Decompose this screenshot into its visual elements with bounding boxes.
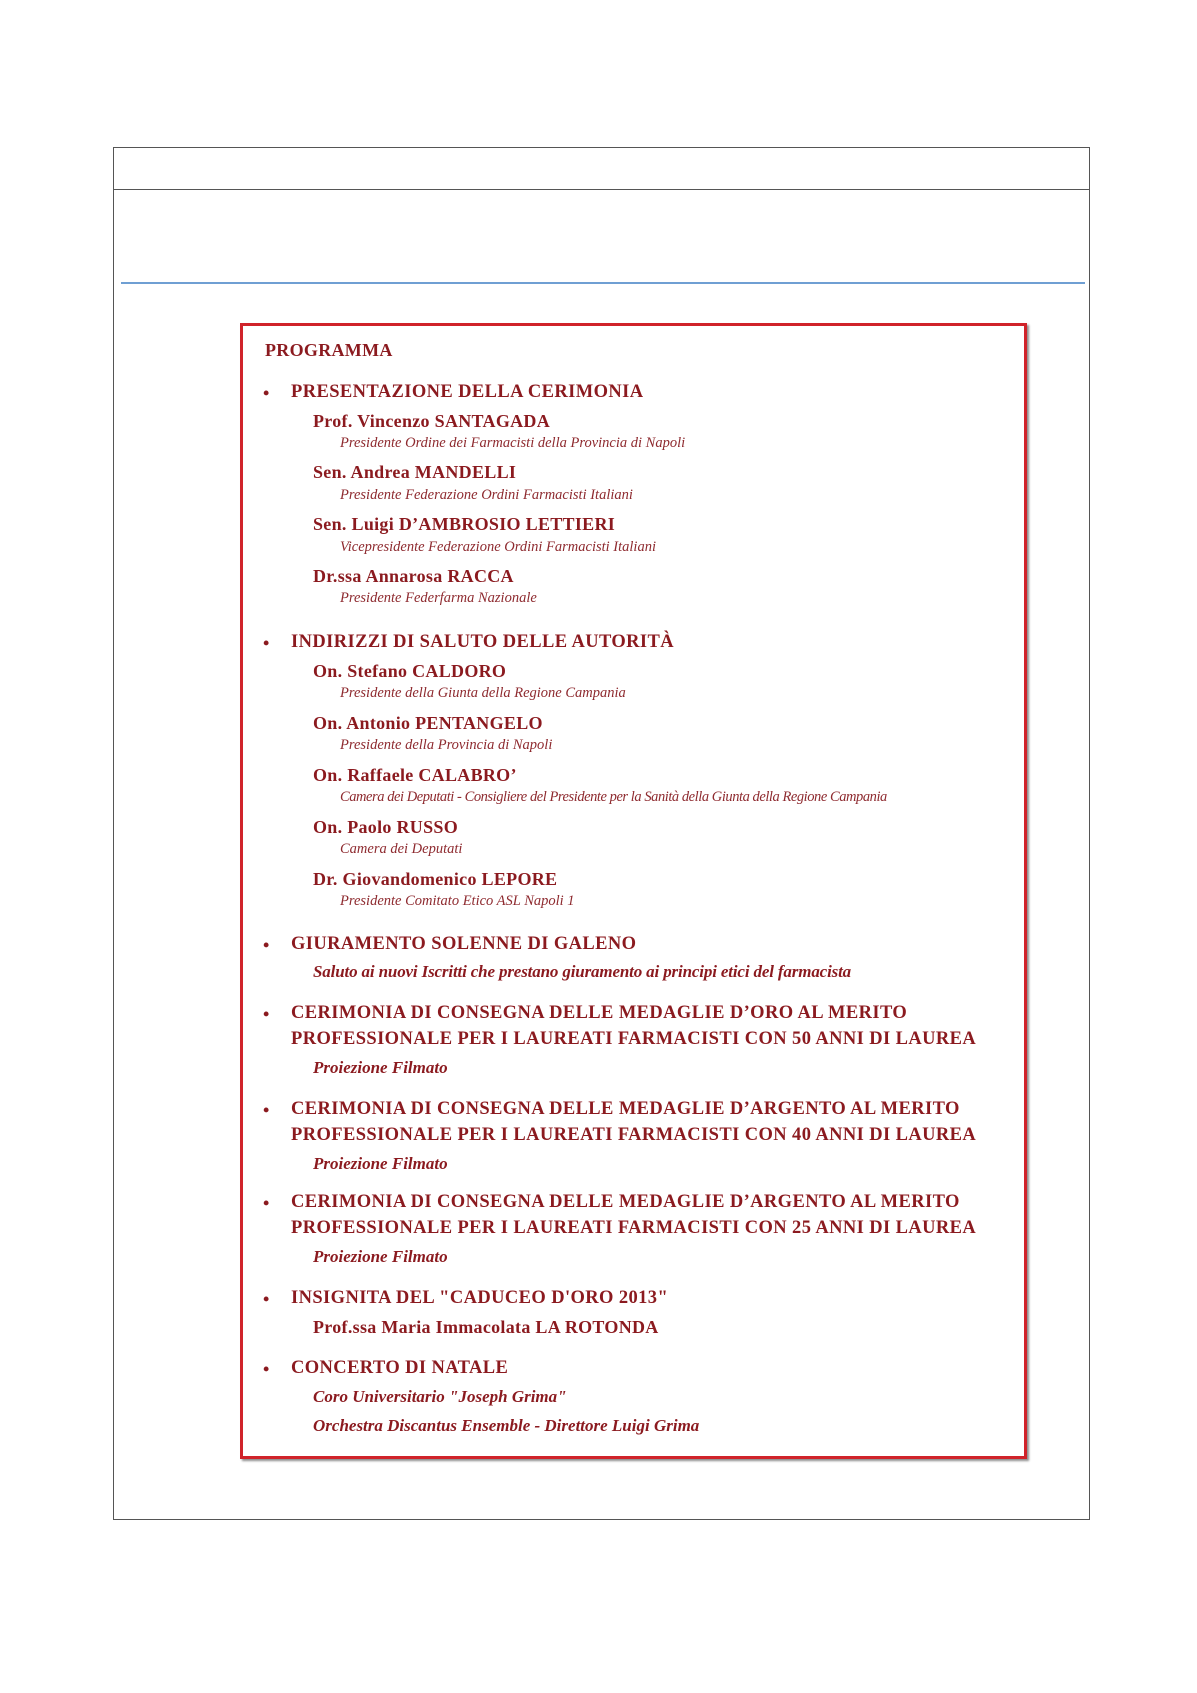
person-name: Sen. Luigi D’AMBROSIO LETTIERI — [313, 514, 616, 534]
section-subtitle: Coro Universitario "Joseph Grima" — [313, 1387, 567, 1406]
person-name: On. Paolo RUSSO — [313, 817, 459, 837]
section-heading-line1: CERIMONIA DI CONSEGNA DELLE MEDAGLIE D’ARGENTO AL MERITO — [291, 1099, 960, 1119]
section-heading: INSIGNITA DEL "CADUCEO D'ORO 2013" — [291, 1288, 669, 1308]
person-name: Dr.ssa Annarosa RACCA — [313, 566, 514, 586]
section-subtitle: Proiezione Filmato — [313, 1247, 448, 1266]
person-role: Presidente della Provincia di Napoli — [340, 737, 553, 753]
person-name: Sen. Andrea MANDELLI — [313, 462, 517, 482]
person-role: Presidente Ordine dei Farmacisti della Provincia di Napoli — [340, 435, 686, 451]
programma-box — [240, 323, 1027, 1459]
blue-rule — [121, 282, 1085, 284]
person-name: Prof.ssa Maria Immacolata LA ROTONDA — [313, 1317, 659, 1337]
programma-title: PROGRAMMA — [265, 340, 393, 360]
person-name: On. Antonio PENTANGELO — [313, 713, 543, 733]
person-role: Presidente Federazione Ordini Farmacisti Italiani — [340, 487, 633, 503]
bullet-icon: • — [263, 935, 270, 955]
person-role: Vicepresidente Federazione Ordini Farmacisti Italiani — [340, 539, 656, 555]
section-subtitle: Orchestra Discantus Ensemble - Direttore Luigi Grima — [313, 1416, 700, 1435]
bullet-icon: • — [263, 1100, 270, 1120]
person-role: Presidente della Giunta della Regione Campania — [340, 685, 626, 701]
section-heading-line2: PROFESSIONALE PER I LAUREATI FARMACISTI CON 40 ANNI DI LAUREA — [291, 1125, 977, 1145]
section-heading: GIURAMENTO SOLENNE DI GALENO — [291, 934, 637, 954]
section-heading-line2: PROFESSIONALE PER I LAUREATI FARMACISTI CON 50 ANNI DI LAUREA — [291, 1029, 977, 1049]
section-heading: CONCERTO DI NATALE — [291, 1358, 509, 1378]
person-name: Dr. Giovandomenico LEPORE — [313, 869, 558, 889]
person-name: Prof. Vincenzo SANTAGADA — [313, 411, 551, 431]
bullet-icon: • — [263, 1193, 270, 1213]
person-name: On. Stefano CALDORO — [313, 661, 507, 681]
section-heading-line1: CERIMONIA DI CONSEGNA DELLE MEDAGLIE D’ARGENTO AL MERITO — [291, 1192, 960, 1212]
header-divider — [113, 189, 1090, 190]
person-name: On. Raffaele CALABRO’ — [313, 765, 517, 785]
person-role: Camera dei Deputati - Consigliere del Presidente per la Sanità della Giunta della Regione Campania — [340, 789, 887, 805]
person-role: Presidente Federfarma Nazionale — [340, 590, 537, 606]
bullet-icon: • — [263, 383, 270, 403]
bullet-icon: • — [263, 1004, 270, 1024]
section-subtitle: Saluto ai nuovi Iscritti che prestano giuramento ai principi etici del farmacista — [313, 962, 852, 981]
section-heading: PRESENTAZIONE DELLA CERIMONIA — [291, 382, 644, 402]
bullet-icon: • — [263, 1289, 270, 1309]
person-role: Presidente Comitato Etico ASL Napoli 1 — [340, 893, 575, 909]
section-subtitle: Proiezione Filmato — [313, 1154, 448, 1173]
section-heading-line2: PROFESSIONALE PER I LAUREATI FARMACISTI CON 25 ANNI DI LAUREA — [291, 1218, 977, 1238]
section-heading: INDIRIZZI DI SALUTO DELLE AUTORITÀ — [291, 632, 675, 652]
section-subtitle: Proiezione Filmato — [313, 1058, 448, 1077]
person-role: Camera dei Deputati — [340, 841, 463, 857]
bullet-icon: • — [263, 1359, 270, 1379]
bullet-icon: • — [263, 633, 270, 653]
section-heading-line1: CERIMONIA DI CONSEGNA DELLE MEDAGLIE D’ORO AL MERITO — [291, 1003, 908, 1023]
